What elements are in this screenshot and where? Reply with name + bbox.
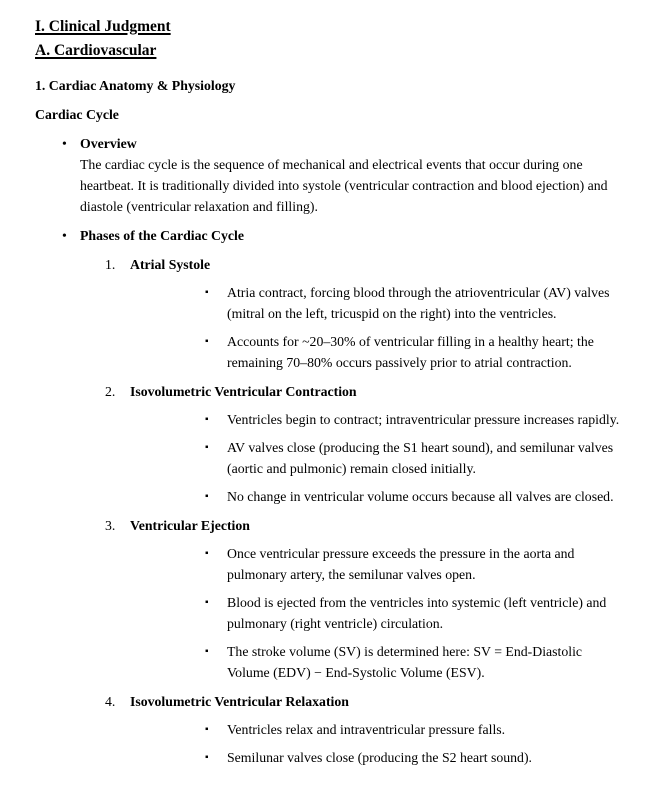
square-bullet-icon: ▪ <box>205 491 209 502</box>
phase-4-title-row <box>35 691 633 712</box>
phase-point <box>35 282 633 324</box>
overview-label: Overview <box>80 136 137 151</box>
square-bullet-icon: ▪ <box>205 724 209 735</box>
phase-number: 2. <box>105 384 116 399</box>
phase-point <box>35 641 633 683</box>
phase-point-text: Ventricles begin to contract; intraventricular pressure increases rapidly. <box>227 412 620 427</box>
phase-number: 4. <box>105 694 116 709</box>
list-item-overview <box>35 133 633 217</box>
phase-point <box>35 719 633 740</box>
phase-point-text: Ventricles relax and intraventricular pressure falls. <box>227 722 506 737</box>
phase-point-text: Atria contract, forcing blood through the atrioventricular (AV) valves (mitral on the left, tricuspid on the right) into the ventricles. <box>227 285 610 321</box>
square-bullet-icon: ▪ <box>205 548 209 559</box>
phase-point <box>35 409 633 430</box>
heading-secondary: A. Cardiovascular <box>35 42 157 59</box>
heading-primary: I. Clinical Judgment <box>35 18 171 35</box>
phase-title: Atrial Systole <box>130 257 211 272</box>
square-bullet-icon: ▪ <box>205 336 209 347</box>
phase-point <box>35 543 633 585</box>
phase-point-text: Blood is ejected from the ventricles into systemic (left ventricle) and pulmonary (right ventricle) circulation. <box>227 595 607 631</box>
phase-point <box>35 331 633 373</box>
phases-label: Phases of the Cardiac Cycle <box>80 228 244 243</box>
phase-point-text: Once ventricular pressure exceeds the pressure in the aorta and pulmonary artery, the semilunar valves open. <box>227 546 575 582</box>
phase-title: Isovolumetric Ventricular Contraction <box>130 384 357 399</box>
subheading: 1. Cardiac Anatomy & Physiology <box>35 78 236 93</box>
phase-point <box>35 592 633 634</box>
square-bullet-icon: ▪ <box>205 752 209 763</box>
round-bullet-icon: • <box>62 136 67 151</box>
square-bullet-icon: ▪ <box>205 414 209 425</box>
phase-number: 3. <box>105 518 116 533</box>
phase-3-title-row <box>35 515 633 536</box>
overview-content <box>80 133 633 217</box>
overview-body: The cardiac cycle is the sequence of mechanical and electrical events that occur during one heartbeat. It is traditionally divided into systole (ventricular contraction and blood ejection) and diastole (ventricular relaxation and filling). <box>80 157 608 214</box>
list-item-phases <box>35 225 633 246</box>
phase-1-title-row <box>35 254 633 275</box>
square-bullet-icon: ▪ <box>205 287 209 298</box>
round-bullet-icon: • <box>62 228 67 243</box>
phase-point-text: Accounts for ~20–30% of ventricular filling in a healthy heart; the remaining 70–80% occurs passively prior to atrial contraction. <box>227 334 594 370</box>
phase-point-text: AV valves close (producing the S1 heart sound), and semilunar valves (aortic and pulmonic) remain closed initially. <box>227 440 614 476</box>
phase-2-title-row <box>35 381 633 402</box>
phase-title: Isovolumetric Ventricular Relaxation <box>130 694 349 709</box>
section-title: Cardiac Cycle <box>35 107 119 122</box>
square-bullet-icon: ▪ <box>205 646 209 657</box>
phase-title: Ventricular Ejection <box>130 518 250 533</box>
phase-point <box>35 486 633 507</box>
phase-point <box>35 747 633 768</box>
phase-point-text: Semilunar valves close (producing the S2 heart sound). <box>227 750 532 765</box>
phase-point-text: No change in ventricular volume occurs because all valves are closed. <box>227 489 614 504</box>
phase-number: 1. <box>105 257 116 272</box>
square-bullet-icon: ▪ <box>205 442 209 453</box>
phase-point <box>35 437 633 479</box>
phases-content <box>80 225 633 246</box>
phase-point-text: The stroke volume (SV) is determined here: SV = End-Diastolic Volume (EDV) − End-Systolic Volume (ESV). <box>227 644 583 680</box>
square-bullet-icon: ▪ <box>205 597 209 608</box>
